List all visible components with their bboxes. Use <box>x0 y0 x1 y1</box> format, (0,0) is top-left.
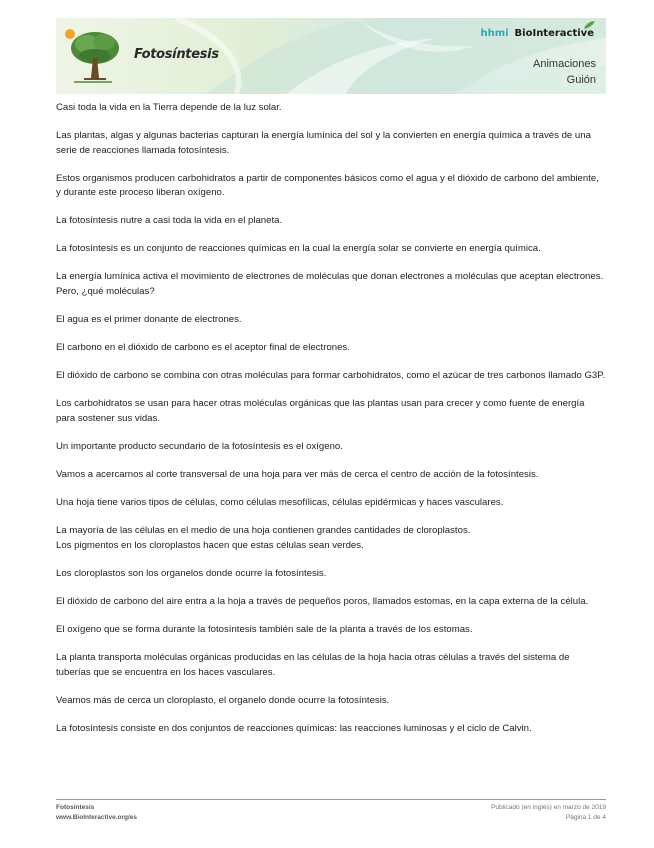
paragraph: La fotosíntesis es un conjunto de reacciones químicas en la cual la energía solar se convierte en energía química. <box>56 243 541 255</box>
footer-title: Fotosíntesis <box>56 804 95 811</box>
paragraph-line: La mayoría de las células en el medio de una hoja contienen grandes cantidades de cloroplastos. <box>56 525 471 537</box>
footer-divider <box>56 799 606 800</box>
script-body <box>56 101 606 750</box>
paragraph: Las plantas, algas y algunas bacterias capturan la energía lumínica del sol y la convierten en energía química a través de una serie de reacciones llamada fotosíntesis. <box>56 130 591 156</box>
footer-published-date: Publicado (en inglés) en marzo de 2019 <box>491 804 606 811</box>
footer-right <box>491 803 606 823</box>
paragraph: Los cloroplastos son los organelos donde ocurre la fotosíntesis. <box>56 567 327 579</box>
paragraph-two-lines <box>56 524 606 553</box>
doc-type-category: Animaciones <box>533 58 596 70</box>
paragraph: La energía lumínica activa el movimiento de electrones de moléculas que donan electrones a moléculas que aceptan electrones. Pero, ¿qué moléculas? <box>56 271 604 297</box>
document-type <box>533 56 596 88</box>
tree-sun-icon <box>62 24 124 86</box>
footer-url-link[interactable]: www.BioInteractive.org/es <box>56 814 138 821</box>
doc-type-subtype: Guión <box>566 74 596 86</box>
hhmi-logo-text: hhmi <box>480 28 509 39</box>
paragraph: Vamos a acercarnos al corte transversal de una hoja para ver más de cerca el centro de acción de la fotosíntesis. <box>56 469 539 481</box>
paragraph-line: Los pigmentos en los cloroplastos hacen que estas células sean verdes. <box>56 539 364 551</box>
paragraph: Una hoja tiene varios tipos de células, como células mesofílicas, células epidérmicas y haces vasculares. <box>56 497 504 509</box>
biointeractive-logo-text: BioInteractive <box>514 28 594 39</box>
biointeractive-logo[interactable] <box>480 28 594 39</box>
paragraph: La fotosíntesis consiste en dos conjuntos de reacciones químicas: las reacciones luminosas y el ciclo de Calvin. <box>56 722 532 734</box>
paragraph: Casi toda la vida en la Tierra depende de la luz solar. <box>56 102 282 113</box>
document-header <box>56 18 606 94</box>
paragraph: El agua es el primer donante de electrones. <box>56 314 242 326</box>
paragraph: Veamos más de cerca un cloroplasto, el organelo donde ocurre la fotosíntesis. <box>56 694 390 706</box>
document-title: Fotosíntesis <box>134 47 219 62</box>
paragraph: El dióxido de carbono se combina con otras moléculas para formar carbohidratos, como el azúcar de tres carbonos llamado G3P. <box>56 370 606 382</box>
dna-leaf-icon <box>582 20 596 30</box>
paragraph: El oxígeno que se forma durante la fotosíntesis también sale de la planta a través de los estomas. <box>56 624 473 635</box>
paragraph: Un importante producto secundario de la fotosíntesis es el oxígeno. <box>56 440 343 452</box>
footer-page-number: Página 1 de 4 <box>565 814 606 821</box>
footer-left <box>56 803 137 823</box>
paragraph: La fotosíntesis nutre a casi toda la vida en el planeta. <box>56 215 283 227</box>
paragraph: El dióxido de carbono del aire entra a la hoja a través de pequeños poros, llamados estomas, en la capa externa de la célula. <box>56 595 589 607</box>
paragraph: Estos organismos producen carbohidratos a partir de componentes básicos como el agua y el dióxido de carbono del ambiente, y durante este proceso liberan oxígeno. <box>56 172 599 199</box>
paragraph: La planta transporta moléculas orgánicas producidas en las células de la hoja hacia otras células a través del sistema de tuberías que se encuentra en los haces vasculares. <box>56 652 570 678</box>
paragraph: Los carbohidratos se usan para hacer otras moléculas orgánicas que las plantas usan para crecer y como fuente de energía para sostener sus vidas. <box>56 398 585 424</box>
paragraph: El carbono en el dióxido de carbono es el aceptor final de electrones. <box>56 342 350 354</box>
